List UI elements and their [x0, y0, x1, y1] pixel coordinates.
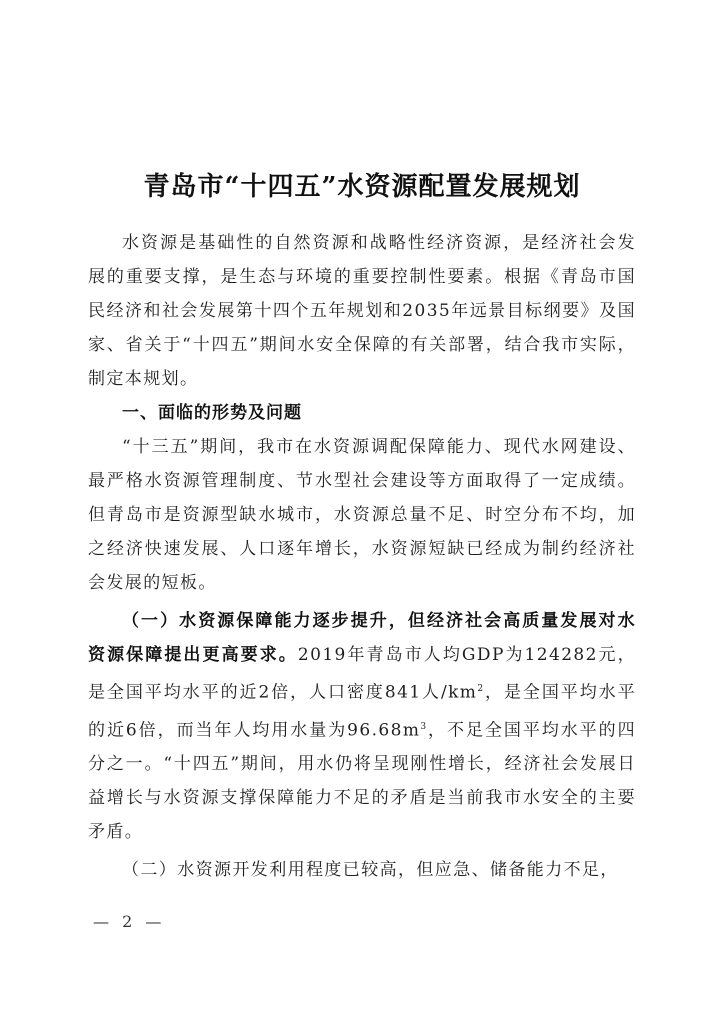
subsection-one-paragraph	[88, 604, 636, 849]
subsection-one-text-b: ，是全国平均水平的近6倍，而当年人均用水量为96.68m	[88, 682, 636, 741]
section-paragraph: “十三五”期间，我市在水资源调配保障能力、现代水网建设、最严格水资源管理制度、节水型社会建设等方面取得了一定成绩。但青岛市是资源型缺水城市，水资源总量不足、时空分布不均，加之经济快速发展、人口逐年增长，水资源短缺已经成为制约经济社会发展的短板。	[88, 437, 636, 593]
subsection-one-lead: （一）水资源保障能力逐步提升，但经济社会高质量发展对水资源保障提出更高要求。	[88, 611, 636, 665]
subsection-two-paragraph: （二）水资源开发利用程度已较高，但应急、储备能力不足，	[122, 860, 619, 881]
document-body	[88, 226, 636, 887]
superscript-two: 2	[477, 684, 485, 694]
document-title: 青岛市“十四五”水资源配置发展规划	[143, 172, 581, 202]
subsection-one-text-c: ，不足全国平均水平的四分之一。“十四五”期间，用水仍将呈现刚性增长，经济社会发展日益增长与水资源支撑保障能力不足的矛盾是当前我市水安全的主要矛盾。	[88, 720, 636, 843]
page-number: — 2 —	[93, 912, 166, 931]
intro-paragraph: 水资源是基础性的自然资源和战略性经济资源，是经济社会发展的重要支撑，是生态与环境的重要控制性要素。根据《青岛市国民经济和社会发展第十四个五年规划和2035年远景目标纲要》及国家、省关于“十四五”期间水安全保障的有关部署，结合我市实际，制定本规划。	[88, 233, 636, 389]
section-heading: 一、面临的形势及问题	[122, 403, 302, 423]
superscript-three: 3	[420, 721, 428, 732]
subsection-one-text-a: 2019年青岛市人均GDP为124282元，是全国平均水平的近2倍，人口密度841人/km	[88, 645, 637, 703]
